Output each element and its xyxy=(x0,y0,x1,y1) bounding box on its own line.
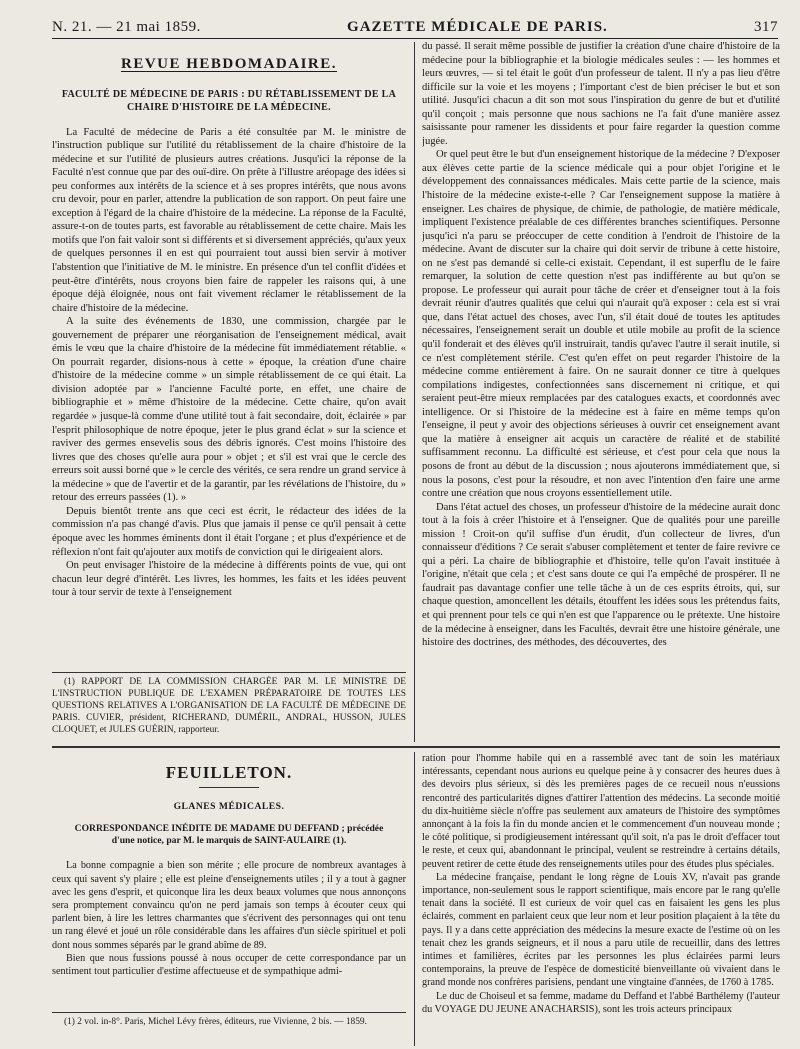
feuilleton-column-divider xyxy=(414,752,415,1046)
feuilleton-paragraph: Le duc de Choiseul et sa femme, madame du Deffand et l'abbé Barthélemy (l'auteur du VOYAGE DU JEUNE ANACHARSIS), sont les trois acteurs principaux xyxy=(422,990,780,1015)
page-number: 317 xyxy=(754,19,778,35)
column-divider xyxy=(414,42,415,742)
feuilleton-paragraph: Bien que nous fussions poussé à nous occuper de cette correspondance par un sentiment tout particulier d'estime affectueuse et de sympathique admi- xyxy=(52,952,406,978)
revue-footnote: (1) RAPPORT DE LA COMMISSION CHARGÉE PAR M. LE MINISTRE DE L'INSTRUCTION PUBLIQUE DE L'EXAMEN PRÉPARATOIRE DE TOUTES LES QUESTIONS RELATIVES A L'ORGANISATION DE LA FACULTÉ DE MÉDECINE DE PARIS. CUVIER, président, RICHERAND, DUMÉRIL, ANDRAL, HUSSON, JULES CLOQUET, et JULES GUÉRIN, rapporteur. xyxy=(52,677,406,734)
journal-title: GAZETTE MÉDICALE DE PARIS. xyxy=(347,19,608,35)
right-paragraph: Dans l'état actuel des choses, un professeur d'histoire de la médecine aurait donc tout à la fois à créer l'histoire et à l'enseigner. Que de qualités pour une pareille mission ! Croit-on qu'il suffise d'un érudit, d'un collecteur de livres, d'un connaisseur d'éditions ? Ce serait s'abuser complètement et tenter de faire revivre ce qui a péri. La chaire de bibliographie et d'histoire, telle qu'on l'avait instituée à l'origine, n'était que cela ; et c'est sans doute ce qui l'a empêché de prospérer. Il ne faudrait pas davantage confier une telle tâche à un de ces esprits étroits, qui, sur chaque question, amoncellent les détails, étouffent les idées sous les prétendus faits, et qui prennent pour tels ce qui n'en est que l'apparence ou le prétexte. Une histoire de la médecine à enseigner, dans les Facultés, devrait être une histoire générale, une histoire des doctrines, des méthodes, des découvertes, des xyxy=(422,501,780,649)
feuilleton-paragraph: La bonne compagnie a bien son mérite ; elle procure de nombreux avantages à ceux qui savent s'y plaire ; elle est pleine d'enseignements utiles ; il y a tout à gagner avec les gens d'esprit, et quiconque lira les deux beaux volumes que nous annonçons sera promptement convaincu qu'on ne perd jamais son temps à écouter ceux qui parlent bien, à lire les lettres charmantes que s'écrivent des personnages qui ont tenu un rang élevé et joué un rôle considérable dans les affaires d'un siècle spirituel et poli dont nous sommes séparés par le grand abîme de 89. xyxy=(52,860,406,951)
issue-date: N. 21. — 21 mai 1859. xyxy=(52,19,201,35)
footnote-divider xyxy=(52,672,406,673)
revue-paragraph: La Faculté de médecine de Paris a été consultée par M. le ministre de l'instruction publique sur l'utilité du rétablissement de la chaire d'histoire de la médecine et sur l'utilité de plusieurs autres créations. Jusqu'ici la réponse de la Faculté n'est connue que par des ouï-dire. On prête à l'illustre aréopage des idées si peu conformes aux intérêts de la science et à ses propres intérêts, que nous avons cru devoir, pour en parler, attendre la publication de son rapport. On peut faire une exception à l'égard de la chaire d'histoire de la médecine. La réponse de la Faculté, assure-t-on de toutes parts, est favorable au rétablissement de cette chaire. Mais les motifs que l'on fait valoir sont si différents et si diversement appréciés, qu'aux yeux de quelques personnes il en est qui pourraient tout aussi bien servir à motiver l'abstention que l'initiative de M. le ministre. En présence d'un tel conflit d'idées et peut-être d'intérêts, nous croyons bien faire de rappeler les raisons qui, à une époque déjà éloignée, nous ont fait vivement réclamer le rétablissement de la chaire d'histoire de la médecine. xyxy=(52,126,406,314)
feuilleton-divider xyxy=(52,746,780,748)
revue-heading: REVUE HEBDOMADAIRE. xyxy=(120,56,337,72)
feuilleton-footnote-block xyxy=(52,1016,406,1046)
feuilleton-heading: FEUILLETON. xyxy=(165,763,293,782)
revue-paragraph: Depuis bientôt trente ans que ceci est écrit, le rédacteur des idées de la commission n'a pas changé d'avis. Plus que jamais il pense ce qu'il pensait à cette époque avec les hommes éminents dont il était l'organe ; et plus d'expérience et de réflexion n'ont fait qu'ajouter aux motifs de conviction qui le dirigeaient alors. xyxy=(52,505,406,558)
feuilleton-right-column xyxy=(422,752,780,1046)
feuilleton-footnote: (1) 2 vol. in-8°. Paris, Michel Lévy frères, éditeurs, rue Vivienne, 2 bis. — 1859. xyxy=(64,1017,367,1027)
revue-column xyxy=(52,40,406,670)
revue-paragraph: A la suite des événements de 1830, une commission, chargée par le gouvernement de préparer une réorganisation de l'enseignement médical, avait émis le vœu que la chaire d'histoire de la médecine fût immédiatement rétablie. « On pourrait regarder, disions-nous à cette » époque, la création d'une chaire d'histoire de la médecine comme » un simple rétablissement de ce qui était. La division adoptée par » l'ancienne Faculté porte, en effet, une chaire de bibliographie et » même d'histoire de la médecine. Cette chaire, qu'on avait regardée » jusque-là comme d'une utilité tout à fait secondaire, doit, éclairée » par l'esprit philosophique de notre époque, jeter le plus grand éclat » sur la science et raviver des germes ensevelis sous des débris ignorés. C'est moins l'histoire des livres que des choses qu'elle aura pour » objet ; et s'il est vrai que le cercle des erreurs soit aussi borné que » le cercle des vérités, ce sera rendre un grand service à la médecine » que de l'avertir et de la garantir, par les révélations de l'histoire, du » retour des erreurs passées (1). » xyxy=(52,316,406,504)
feuilleton-paragraph: La médecine française, pendant le long règne de Louis XV, n'avait pas grande importance, non-seulement sous le rapport scientifique, mais encore par le rang qu'elle tenait dans la société. Il est curieux de voir quel cas en faisaient les gens les plus éclairés, comment en parlaient ceux que leur nom et leur position plaçaient à la tête du pays. Il y a dans cette appréciation des médecins la mesure exacte de l'estime où on les tenait chez les grands seigneurs, et il nous a paru utile de recueillir, dans des lettres intimes et familières, écrites par les personnes les plus éclairées parmi leurs contemporains, la preuve de l'espèce de domesticité bienveillante où vivaient dans le grand monde nos confrères parisiens, pendant une vingtaine d'années, de 1760 à 1785. xyxy=(422,871,780,989)
feuilleton-footnote-divider xyxy=(52,1012,406,1013)
right-paragraph: du passé. Il serait même possible de justifier la création d'une chaire d'histoire de la médecine pour la bibliographie et la biologie médicales seules : — les hommes et leurs œuvres, — si tel était le goût d'un professeur de talent. Il n'y a pas lieu d'être difficile sur la voie et les moyens ; l'important c'est de bien préciser le but et son utilité. Jusqu'ici chacun a dit son mot sous l'inspiration du genre de but et d'utilité qu'il conçoit ; mais personne que nous sachions ne l'a fait d'une manière assez saisissante pour ramener les dissidents et pour faire regarder la question comme jugée. xyxy=(422,41,780,147)
revue-footnote-block xyxy=(52,676,406,734)
glanes-heading: GLANES MÉDICALES. xyxy=(173,801,285,813)
revue-paragraph: On peut envisager l'histoire de la médecine à différents points de vue, qui ont chacun leur degré d'intérêt. Les livres, les hommes, les faits et les idées peuvent tour à tour servir de texte à l'enseignement xyxy=(52,560,406,599)
feuilleton-paragraph: ration pour l'homme habile qui en a rassemblé avec tant de soin les matériaux intéressants, cependant nous aurions eu quelque peine à y consacrer des heures dues à des devoirs plus sérieux, si dès les premières pages de ce recueil nous n'eussions rencontré des particularités dignes d'attirer l'attention des médecins. La seconde moitié du dix-huitième siècle n'offre pas seulement aux amateurs de l'histoire des symptômes annonçant à la fois la fin du monde ancien et le commencement d'un nouveau monde ; le côté politique, si prodigieusement intéressant qu'il soit, n'a pas le droit d'effacer tout le reste, et ceux qui, abandonnant le principal, veulent se restreindre à certains détails, peuvent retirer de cette étude des renseignements utiles pour des études plus spéciales. xyxy=(422,753,780,870)
feuilleton-left-column xyxy=(52,752,406,1010)
revue-subheading: FACULTÉ DE MÉDECINE DE PARIS : DU RÉTABLISSEMENT DE LA CHAIRE D'HISTOIRE DE LA MÉDECINE. xyxy=(61,88,397,113)
right-paragraph: Or quel peut être le but d'un enseignement historique de la médecine ? D'exposer aux élèves cette partie de la science médicale qui a pour objet l'origine et le développement des connaissances médicales. Mais cette partie de la science, mais l'histoire de la médecine existe-t-elle ? Car l'enseignement suppose la matière à enseigner. Les chaires de physique, de chimie, de pathologie, de matière médicale, impliquent l'existence préalable de ces différentes branches scientifiques. Personne jusqu'ici n'a paru se préoccuper de cette condition à l'endroit de l'histoire de la médecine. Avant de discuter sur la chaire qui doit servir de tribune à cette histoire, on ne s'est pas demandé si celle-ci existait. Cependant, il est superflu de le faire remarquer, la solution de cette question n'est pas indifférente au but qu'on se propose. Le professeur qui aurait pour tâche de créer et d'enseigner tout à la fois devrait réunir d'autres qualités que celui qui n'aurait qu'à exposer : cela est si vrai que, dans l'état actuel des choses, avec l'un, s'il était doué de toutes les aptitudes nécessaires, l'enseignement serait un double et utile mobile au profit de la science qu'il fonderait et des élèves qu'il instruirait, tandis qu'avec l'autre il serait inutile, si ce n'est complètement stérile. C'est qu'en effet on peut regarder l'histoire de la médecine comme entièrement à faire. On ne saurait donner ce titre à quelques compilations indigestes, confectionnées sans discernement ni critique, et qui seraient peut-être mieux remplacées par des catalogues exacts, et coordonnés avec intelligence. Or si l'histoire de la médecine est à faire en même temps qu'on l'enseigne, il peut y avoir des objections sérieuses à ouvrir cet enseignement avant que la matière à enseigner ait acquis un caractère de réalité et de stabilité suffisamment reconnu. La difficulté est sérieuse, et c'est pour cela que nous la posons de front au début de la discussion ; nous ajouterons immédiatement que, si nous la posons, c'est pour la résoudre, et non avec l'intention d'en faire une arme contre une création que nous croyons essentiellement utile. xyxy=(422,149,780,500)
correspondance-subheading: CORRESPONDANCE INÉDITE DE MADAME DU DEFFAND ; précédée d'une notice, par M. le marquis de SAINT-AULAIRE (1). xyxy=(74,823,384,847)
right-column xyxy=(422,40,780,744)
heading-rule xyxy=(199,787,259,788)
page-header xyxy=(52,14,778,39)
